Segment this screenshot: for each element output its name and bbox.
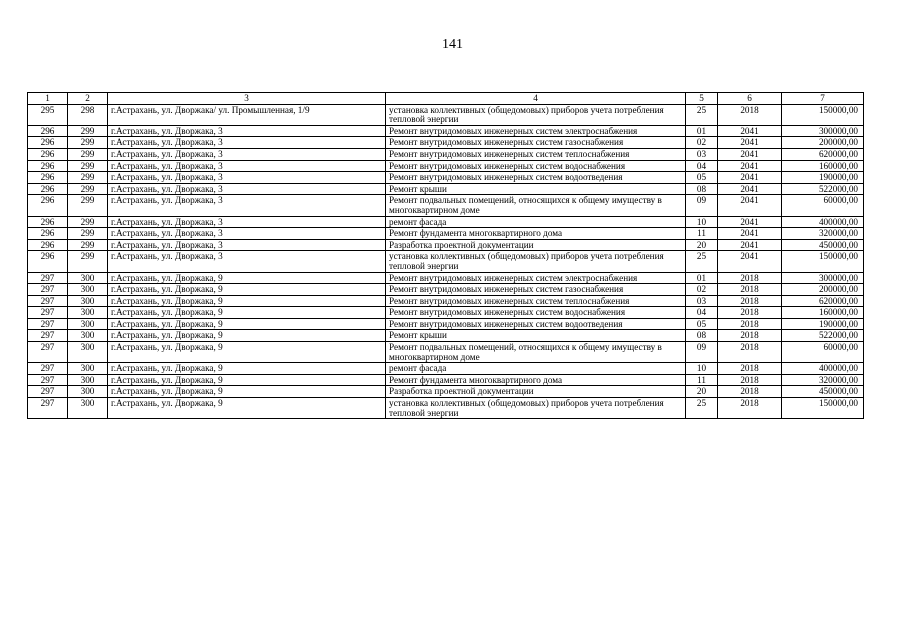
header-cell: 4 bbox=[386, 93, 686, 105]
year-cell: 2041 bbox=[718, 125, 782, 137]
house-number-cell: 300 bbox=[68, 307, 108, 319]
work-type-cell: Ремонт подвальных помещений, относящихся к общему имуществу в многоквартирном доме bbox=[386, 342, 686, 363]
address-cell: г.Астрахань, ул. Дворжака, 3 bbox=[108, 228, 386, 240]
cost-cell: 150000,00 bbox=[782, 398, 864, 419]
work-code-cell: 03 bbox=[686, 295, 718, 307]
cost-cell: 150000,00 bbox=[782, 104, 864, 125]
cost-cell: 200000,00 bbox=[782, 284, 864, 296]
house-number-cell: 299 bbox=[68, 239, 108, 251]
cost-cell: 300000,00 bbox=[782, 125, 864, 137]
year-cell: 2041 bbox=[718, 251, 782, 272]
row-number-cell: 296 bbox=[28, 216, 68, 228]
year-cell: 2018 bbox=[718, 284, 782, 296]
address-cell: г.Астрахань, ул. Дворжака, 3 bbox=[108, 160, 386, 172]
table-row bbox=[28, 284, 864, 296]
table-row bbox=[28, 216, 864, 228]
house-number-cell: 300 bbox=[68, 398, 108, 419]
row-number-cell: 295 bbox=[28, 104, 68, 125]
year-cell: 2018 bbox=[718, 342, 782, 363]
table-row bbox=[28, 363, 864, 375]
year-cell: 2041 bbox=[718, 228, 782, 240]
page-number: 141 bbox=[442, 37, 463, 52]
work-type-cell: Ремонт внутридомовых инженерных систем теплоснабжения bbox=[386, 295, 686, 307]
house-number-cell: 299 bbox=[68, 251, 108, 272]
house-number-cell: 299 bbox=[68, 172, 108, 184]
row-number-cell: 296 bbox=[28, 137, 68, 149]
table-row bbox=[28, 239, 864, 251]
row-number-cell: 297 bbox=[28, 374, 68, 386]
work-code-cell: 11 bbox=[686, 374, 718, 386]
cost-cell: 320000,00 bbox=[782, 374, 864, 386]
address-cell: г.Астрахань, ул. Дворжака, 9 bbox=[108, 330, 386, 342]
year-cell: 2041 bbox=[718, 239, 782, 251]
address-cell: г.Астрахань, ул. Дворжака, 9 bbox=[108, 374, 386, 386]
year-cell: 2018 bbox=[718, 330, 782, 342]
cost-cell: 320000,00 bbox=[782, 228, 864, 240]
house-number-cell: 299 bbox=[68, 195, 108, 216]
row-number-cell: 297 bbox=[28, 342, 68, 363]
work-code-cell: 09 bbox=[686, 342, 718, 363]
cost-cell: 522000,00 bbox=[782, 330, 864, 342]
work-type-cell: Ремонт крыши bbox=[386, 330, 686, 342]
work-type-cell: Ремонт внутридомовых инженерных систем электроснабжения bbox=[386, 125, 686, 137]
cost-cell: 160000,00 bbox=[782, 160, 864, 172]
work-type-cell: Ремонт внутридомовых инженерных систем газоснабжения bbox=[386, 137, 686, 149]
header-cell: 7 bbox=[782, 93, 864, 105]
work-type-cell: Разработка проектной документации bbox=[386, 239, 686, 251]
house-number-cell: 300 bbox=[68, 284, 108, 296]
house-number-cell: 299 bbox=[68, 148, 108, 160]
house-number-cell: 300 bbox=[68, 374, 108, 386]
work-code-cell: 20 bbox=[686, 239, 718, 251]
address-cell: г.Астрахань, ул. Дворжака, 9 bbox=[108, 386, 386, 398]
work-code-cell: 10 bbox=[686, 216, 718, 228]
work-code-cell: 25 bbox=[686, 104, 718, 125]
work-code-cell: 20 bbox=[686, 386, 718, 398]
work-type-cell: установка коллективных (общедомовых) приборов учета потребления тепловой энергии bbox=[386, 398, 686, 419]
work-code-cell: 01 bbox=[686, 125, 718, 137]
table-row bbox=[28, 330, 864, 342]
year-cell: 2018 bbox=[718, 374, 782, 386]
year-cell: 2018 bbox=[718, 272, 782, 284]
address-cell: г.Астрахань, ул. Дворжака, 3 bbox=[108, 125, 386, 137]
house-number-cell: 299 bbox=[68, 160, 108, 172]
year-cell: 2018 bbox=[718, 363, 782, 375]
work-type-cell: Ремонт внутридомовых инженерных систем водоотведения bbox=[386, 318, 686, 330]
table-row bbox=[28, 104, 864, 125]
row-number-cell: 296 bbox=[28, 172, 68, 184]
cost-cell: 190000,00 bbox=[782, 172, 864, 184]
address-cell: г.Астрахань, ул. Дворжака, 3 bbox=[108, 195, 386, 216]
house-number-cell: 299 bbox=[68, 228, 108, 240]
row-number-cell: 296 bbox=[28, 195, 68, 216]
table-row bbox=[28, 374, 864, 386]
house-number-cell: 300 bbox=[68, 318, 108, 330]
address-cell: г.Астрахань, ул. Дворжака, 9 bbox=[108, 272, 386, 284]
work-type-cell: Ремонт внутридомовых инженерных систем водоотведения bbox=[386, 172, 686, 184]
address-cell: г.Астрахань, ул. Дворжака, 9 bbox=[108, 307, 386, 319]
address-cell: г.Астрахань, ул. Дворжака, 3 bbox=[108, 216, 386, 228]
row-number-cell: 297 bbox=[28, 363, 68, 375]
address-cell: г.Астрахань, ул. Дворжака, 3 bbox=[108, 172, 386, 184]
row-number-cell: 297 bbox=[28, 386, 68, 398]
address-cell: г.Астрахань, ул. Дворжака, 3 bbox=[108, 239, 386, 251]
row-number-cell: 296 bbox=[28, 228, 68, 240]
work-code-cell: 04 bbox=[686, 307, 718, 319]
work-type-cell: установка коллективных (общедомовых) приборов учета потребления тепловой энергии bbox=[386, 104, 686, 125]
address-cell: г.Астрахань, ул. Дворжака, 3 bbox=[108, 137, 386, 149]
cost-cell: 60000,00 bbox=[782, 342, 864, 363]
cost-cell: 450000,00 bbox=[782, 386, 864, 398]
cost-cell: 190000,00 bbox=[782, 318, 864, 330]
cost-cell: 200000,00 bbox=[782, 137, 864, 149]
year-cell: 2018 bbox=[718, 318, 782, 330]
row-number-cell: 297 bbox=[28, 295, 68, 307]
table-row bbox=[28, 318, 864, 330]
row-number-cell: 296 bbox=[28, 183, 68, 195]
work-code-cell: 10 bbox=[686, 363, 718, 375]
work-type-cell: Ремонт внутридомовых инженерных систем водоснабжения bbox=[386, 307, 686, 319]
table-row bbox=[28, 398, 864, 419]
cost-cell: 450000,00 bbox=[782, 239, 864, 251]
work-code-cell: 11 bbox=[686, 228, 718, 240]
year-cell: 2041 bbox=[718, 172, 782, 184]
work-type-cell: Ремонт крыши bbox=[386, 183, 686, 195]
year-cell: 2041 bbox=[718, 148, 782, 160]
address-cell: г.Астрахань, ул. Дворжака, 9 bbox=[108, 398, 386, 419]
work-code-cell: 02 bbox=[686, 137, 718, 149]
work-type-cell: Ремонт внутридомовых инженерных систем газоснабжения bbox=[386, 284, 686, 296]
header-cell: 2 bbox=[68, 93, 108, 105]
work-code-cell: 05 bbox=[686, 318, 718, 330]
house-number-cell: 299 bbox=[68, 125, 108, 137]
year-cell: 2041 bbox=[718, 137, 782, 149]
work-code-cell: 08 bbox=[686, 183, 718, 195]
cost-cell: 300000,00 bbox=[782, 272, 864, 284]
year-cell: 2018 bbox=[718, 386, 782, 398]
header-cell: 6 bbox=[718, 93, 782, 105]
header-cell: 1 bbox=[28, 93, 68, 105]
year-cell: 2018 bbox=[718, 307, 782, 319]
work-type-cell: ремонт фасада bbox=[386, 363, 686, 375]
work-type-cell: установка коллективных (общедомовых) приборов учета потребления тепловой энергии bbox=[386, 251, 686, 272]
table-row bbox=[28, 272, 864, 284]
table-row bbox=[28, 183, 864, 195]
year-cell: 2041 bbox=[718, 183, 782, 195]
table-row bbox=[28, 125, 864, 137]
address-cell: г.Астрахань, ул. Дворжака, 9 bbox=[108, 363, 386, 375]
cost-cell: 522000,00 bbox=[782, 183, 864, 195]
year-cell: 2041 bbox=[718, 160, 782, 172]
house-number-cell: 299 bbox=[68, 137, 108, 149]
table-row bbox=[28, 251, 864, 272]
house-number-cell: 300 bbox=[68, 386, 108, 398]
work-type-cell: Ремонт фундамента многоквартирного дома bbox=[386, 228, 686, 240]
row-number-cell: 297 bbox=[28, 398, 68, 419]
work-code-cell: 25 bbox=[686, 251, 718, 272]
year-cell: 2018 bbox=[718, 104, 782, 125]
work-code-cell: 08 bbox=[686, 330, 718, 342]
table-row bbox=[28, 307, 864, 319]
header-cell: 5 bbox=[686, 93, 718, 105]
work-code-cell: 05 bbox=[686, 172, 718, 184]
address-cell: г.Астрахань, ул. Дворжака, 3 bbox=[108, 148, 386, 160]
year-cell: 2018 bbox=[718, 398, 782, 419]
table-row bbox=[28, 228, 864, 240]
year-cell: 2041 bbox=[718, 216, 782, 228]
address-cell: г.Астрахань, ул. Дворжака, 9 bbox=[108, 318, 386, 330]
work-code-cell: 01 bbox=[686, 272, 718, 284]
work-code-cell: 04 bbox=[686, 160, 718, 172]
cost-cell: 150000,00 bbox=[782, 251, 864, 272]
cost-cell: 620000,00 bbox=[782, 148, 864, 160]
house-number-cell: 299 bbox=[68, 183, 108, 195]
table-row bbox=[28, 295, 864, 307]
address-cell: г.Астрахань, ул. Дворжака, 9 bbox=[108, 342, 386, 363]
repair-schedule-table bbox=[27, 92, 864, 419]
row-number-cell: 297 bbox=[28, 284, 68, 296]
table-row bbox=[28, 148, 864, 160]
table-row bbox=[28, 160, 864, 172]
year-cell: 2018 bbox=[718, 295, 782, 307]
house-number-cell: 300 bbox=[68, 330, 108, 342]
cost-cell: 620000,00 bbox=[782, 295, 864, 307]
work-type-cell: Ремонт внутридомовых инженерных систем теплоснабжения bbox=[386, 148, 686, 160]
header-cell: 3 bbox=[108, 93, 386, 105]
address-cell: г.Астрахань, ул. Дворжака, 3 bbox=[108, 251, 386, 272]
house-number-cell: 298 bbox=[68, 104, 108, 125]
address-cell: г.Астрахань, ул. Дворжака, 9 bbox=[108, 295, 386, 307]
address-cell: г.Астрахань, ул. Дворжака/ ул. Промышленная, 1/9 bbox=[108, 104, 386, 125]
cost-cell: 60000,00 bbox=[782, 195, 864, 216]
work-type-cell: Ремонт фундамента многоквартирного дома bbox=[386, 374, 686, 386]
row-number-cell: 296 bbox=[28, 148, 68, 160]
house-number-cell: 299 bbox=[68, 216, 108, 228]
house-number-cell: 300 bbox=[68, 272, 108, 284]
house-number-cell: 300 bbox=[68, 295, 108, 307]
work-type-cell: ремонт фасада bbox=[386, 216, 686, 228]
work-code-cell: 09 bbox=[686, 195, 718, 216]
table-row bbox=[28, 386, 864, 398]
address-cell: г.Астрахань, ул. Дворжака, 3 bbox=[108, 183, 386, 195]
row-number-cell: 296 bbox=[28, 239, 68, 251]
table-row bbox=[28, 342, 864, 363]
table-row bbox=[28, 172, 864, 184]
house-number-cell: 300 bbox=[68, 363, 108, 375]
row-number-cell: 297 bbox=[28, 307, 68, 319]
work-type-cell: Ремонт подвальных помещений, относящихся к общему имуществу в многоквартирном доме bbox=[386, 195, 686, 216]
address-cell: г.Астрахань, ул. Дворжака, 9 bbox=[108, 284, 386, 296]
row-number-cell: 297 bbox=[28, 272, 68, 284]
cost-cell: 160000,00 bbox=[782, 307, 864, 319]
header-row bbox=[28, 93, 864, 105]
row-number-cell: 296 bbox=[28, 160, 68, 172]
year-cell: 2041 bbox=[718, 195, 782, 216]
cost-cell: 400000,00 bbox=[782, 216, 864, 228]
row-number-cell: 296 bbox=[28, 125, 68, 137]
work-type-cell: Разработка проектной документации bbox=[386, 386, 686, 398]
table-row bbox=[28, 137, 864, 149]
work-code-cell: 25 bbox=[686, 398, 718, 419]
work-type-cell: Ремонт внутридомовых инженерных систем электроснабжения bbox=[386, 272, 686, 284]
work-code-cell: 02 bbox=[686, 284, 718, 296]
work-type-cell: Ремонт внутридомовых инженерных систем водоснабжения bbox=[386, 160, 686, 172]
house-number-cell: 300 bbox=[68, 342, 108, 363]
table-row bbox=[28, 195, 864, 216]
cost-cell: 400000,00 bbox=[782, 363, 864, 375]
row-number-cell: 297 bbox=[28, 318, 68, 330]
row-number-cell: 297 bbox=[28, 330, 68, 342]
work-code-cell: 03 bbox=[686, 148, 718, 160]
row-number-cell: 296 bbox=[28, 251, 68, 272]
